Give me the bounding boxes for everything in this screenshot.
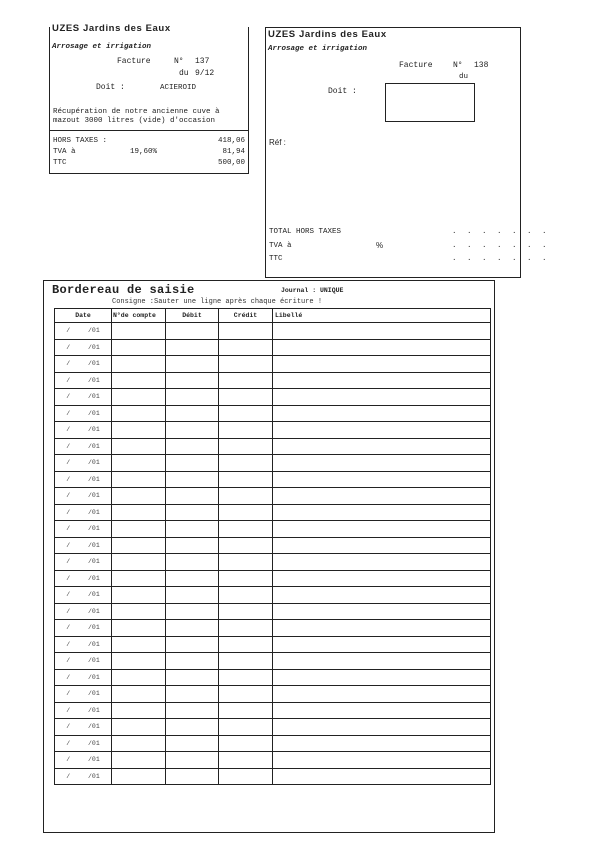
invoice-numero: 138: [474, 61, 489, 70]
date-cell[interactable]: / /01: [55, 389, 112, 406]
debit-cell[interactable]: [166, 389, 219, 406]
debit-cell[interactable]: [166, 422, 219, 439]
credit-cell[interactable]: [219, 587, 273, 604]
invoice-subtitle: Arrosage et irrigation: [268, 45, 368, 53]
invoice-company: UZES Jardins des Eaux: [268, 29, 387, 40]
invoice-137: [49, 23, 249, 174]
tva-label: TVA à: [53, 148, 76, 156]
date-cell[interactable]: / /01: [55, 669, 112, 686]
table-row: [55, 686, 491, 703]
table-row: [55, 471, 491, 488]
date-cell[interactable]: / /01: [55, 372, 112, 389]
date-cell[interactable]: / /01: [55, 356, 112, 373]
debit-cell[interactable]: [166, 686, 219, 703]
debit-cell[interactable]: [166, 488, 219, 505]
table-row: [55, 570, 491, 587]
table-header-row: [55, 309, 491, 323]
compte-cell[interactable]: [112, 471, 166, 488]
libelle-cell[interactable]: [273, 719, 491, 736]
date-cell[interactable]: / /01: [55, 653, 112, 670]
date-cell[interactable]: / /01: [55, 554, 112, 571]
libelle-cell[interactable]: [273, 422, 491, 439]
invoice-du-label: du: [459, 73, 469, 81]
ht-value: 418,06: [217, 137, 245, 145]
debit-cell[interactable]: [166, 521, 219, 538]
ht-label: HORS TAXES :: [53, 137, 108, 145]
libelle-cell[interactable]: [273, 372, 491, 389]
date-cell[interactable]: / /01: [55, 603, 112, 620]
credit-cell[interactable]: [219, 537, 273, 554]
libelle-cell[interactable]: [273, 702, 491, 719]
compte-cell[interactable]: [112, 372, 166, 389]
tva-label: TVA à: [269, 242, 292, 250]
compte-cell[interactable]: [112, 323, 166, 340]
table-row: [55, 719, 491, 736]
credit-cell[interactable]: [219, 471, 273, 488]
compte-cell[interactable]: [112, 405, 166, 422]
table-row: [55, 554, 491, 571]
tva-rate: 19,60%: [130, 148, 158, 156]
invoice-doit-label: Doit :: [96, 83, 125, 92]
table-row: [55, 438, 491, 455]
debit-cell[interactable]: [166, 339, 219, 356]
date-cell[interactable]: / /01: [55, 323, 112, 340]
debit-cell[interactable]: [166, 587, 219, 604]
debit-cell[interactable]: [166, 620, 219, 637]
invoice-client: ACIEROID: [160, 84, 197, 92]
table-row: [55, 587, 491, 604]
debit-cell[interactable]: [166, 636, 219, 653]
invoice-subtitle: Arrosage et irrigation: [52, 43, 152, 51]
debit-cell[interactable]: [166, 471, 219, 488]
date-cell[interactable]: / /01: [55, 537, 112, 554]
invoice-company: UZES Jardins des Eaux: [52, 23, 171, 34]
debit-cell[interactable]: [166, 405, 219, 422]
table-row: [55, 669, 491, 686]
column-header-credit: Crédit: [219, 309, 273, 323]
debit-cell[interactable]: [166, 768, 219, 785]
credit-cell[interactable]: [219, 620, 273, 637]
debit-cell[interactable]: [166, 603, 219, 620]
client-address-box[interactable]: [385, 83, 475, 122]
table-row: [55, 504, 491, 521]
date-cell[interactable]: / /01: [55, 405, 112, 422]
credit-cell[interactable]: [219, 504, 273, 521]
table-row: [55, 653, 491, 670]
credit-cell[interactable]: [219, 603, 273, 620]
table-row: [55, 768, 491, 785]
credit-cell[interactable]: [219, 356, 273, 373]
ref-label: Réf :: [269, 138, 286, 147]
credit-cell[interactable]: [219, 521, 273, 538]
credit-cell[interactable]: [219, 372, 273, 389]
credit-cell[interactable]: [219, 636, 273, 653]
debit-cell[interactable]: [166, 438, 219, 455]
total-ht-dots: . . . . . . .: [452, 228, 550, 236]
date-cell[interactable]: / /01: [55, 686, 112, 703]
date-cell[interactable]: / /01: [55, 488, 112, 505]
total-ht-label: TOTAL HORS TAXES: [269, 228, 342, 236]
date-cell[interactable]: / /01: [55, 521, 112, 538]
table-row: [55, 405, 491, 422]
debit-cell[interactable]: [166, 356, 219, 373]
date-cell[interactable]: / /01: [55, 339, 112, 356]
libelle-cell[interactable]: [273, 521, 491, 538]
invoice-date: 9/12: [195, 69, 215, 78]
invoice-facture-label: Facture: [399, 61, 433, 70]
libelle-cell[interactable]: [273, 455, 491, 472]
credit-cell[interactable]: [219, 669, 273, 686]
libelle-cell[interactable]: [273, 405, 491, 422]
credit-cell[interactable]: [219, 752, 273, 769]
compte-cell[interactable]: [112, 504, 166, 521]
compte-cell[interactable]: [112, 488, 166, 505]
column-header-date: Date: [55, 309, 112, 323]
entry-table: [54, 308, 491, 785]
table-row: [55, 735, 491, 752]
compte-cell[interactable]: [112, 620, 166, 637]
debit-cell[interactable]: [166, 537, 219, 554]
table-row: [55, 488, 491, 505]
credit-cell[interactable]: [219, 323, 273, 340]
table-row: [55, 620, 491, 637]
libelle-cell[interactable]: [273, 752, 491, 769]
libelle-cell[interactable]: [273, 554, 491, 571]
invoice-numero-label: N°: [174, 57, 184, 66]
libelle-cell[interactable]: [273, 768, 491, 785]
invoice-facture-label: Facture: [117, 57, 151, 66]
date-cell[interactable]: / /01: [55, 504, 112, 521]
debit-cell[interactable]: [166, 504, 219, 521]
compte-cell[interactable]: [112, 603, 166, 620]
compte-cell[interactable]: [112, 752, 166, 769]
table-row: [55, 636, 491, 653]
table-row: [55, 537, 491, 554]
compte-cell[interactable]: [112, 422, 166, 439]
date-cell[interactable]: / /01: [55, 471, 112, 488]
credit-cell[interactable]: [219, 438, 273, 455]
date-cell[interactable]: / /01: [55, 422, 112, 439]
table-row: [55, 603, 491, 620]
invoice-numero: 137: [195, 57, 210, 66]
compte-cell[interactable]: [112, 389, 166, 406]
date-cell[interactable]: / /01: [55, 620, 112, 637]
compte-cell[interactable]: [112, 521, 166, 538]
date-cell[interactable]: / /01: [55, 735, 112, 752]
table-row: [55, 702, 491, 719]
tva-dots: . . . . . . .: [452, 242, 550, 250]
credit-cell[interactable]: [219, 455, 273, 472]
credit-cell[interactable]: [219, 488, 273, 505]
ttc-value: 500,00: [217, 159, 245, 167]
libelle-cell[interactable]: [273, 488, 491, 505]
table-row: [55, 389, 491, 406]
libelle-cell[interactable]: [273, 537, 491, 554]
ttc-label: TTC: [269, 255, 283, 263]
table-row: [55, 521, 491, 538]
ttc-label: TTC: [53, 159, 67, 167]
table-row: [55, 372, 491, 389]
invoice-du-label: du: [179, 69, 189, 78]
credit-cell[interactable]: [219, 389, 273, 406]
libelle-cell[interactable]: [273, 686, 491, 703]
debit-cell[interactable]: [166, 323, 219, 340]
compte-cell[interactable]: [112, 686, 166, 703]
date-cell[interactable]: / /01: [55, 570, 112, 587]
invoice-doit-label: Doit :: [328, 87, 357, 96]
credit-cell[interactable]: [219, 719, 273, 736]
credit-cell[interactable]: [219, 735, 273, 752]
debit-cell[interactable]: [166, 702, 219, 719]
debit-cell[interactable]: [166, 653, 219, 670]
credit-cell[interactable]: [219, 653, 273, 670]
compte-cell[interactable]: [112, 356, 166, 373]
credit-cell[interactable]: [219, 554, 273, 571]
date-cell[interactable]: / /01: [55, 587, 112, 604]
divider: [50, 130, 248, 131]
compte-cell[interactable]: [112, 537, 166, 554]
date-cell[interactable]: / /01: [55, 752, 112, 769]
debit-cell[interactable]: [166, 669, 219, 686]
date-cell[interactable]: / /01: [55, 719, 112, 736]
compte-cell[interactable]: [112, 669, 166, 686]
column-header-compte: N°de compte: [112, 309, 166, 323]
ttc-dots: . . . . . . .: [452, 255, 550, 263]
credit-cell[interactable]: [219, 570, 273, 587]
tva-percent: %: [376, 241, 384, 250]
debit-cell[interactable]: [166, 752, 219, 769]
invoice-description-1: Récupération de notre ancienne cuve à: [53, 108, 220, 116]
table-row: [55, 422, 491, 439]
compte-cell[interactable]: [112, 702, 166, 719]
credit-cell[interactable]: [219, 405, 273, 422]
libelle-cell[interactable]: [273, 389, 491, 406]
compte-cell[interactable]: [112, 455, 166, 472]
credit-cell[interactable]: [219, 422, 273, 439]
libelle-cell[interactable]: [273, 471, 491, 488]
credit-cell[interactable]: [219, 702, 273, 719]
libelle-cell[interactable]: [273, 323, 491, 340]
libelle-cell[interactable]: [273, 603, 491, 620]
date-cell[interactable]: / /01: [55, 768, 112, 785]
libelle-cell[interactable]: [273, 636, 491, 653]
table-row: [55, 455, 491, 472]
table-row: [55, 339, 491, 356]
invoice-numero-label: N°: [453, 61, 463, 70]
libelle-cell[interactable]: [273, 570, 491, 587]
date-cell[interactable]: / /01: [55, 636, 112, 653]
libelle-cell[interactable]: [273, 620, 491, 637]
table-row: [55, 323, 491, 340]
bordereau-title: Bordereau de saisie: [52, 283, 195, 297]
compte-cell[interactable]: [112, 554, 166, 571]
credit-cell[interactable]: [219, 686, 273, 703]
libelle-cell[interactable]: [273, 587, 491, 604]
compte-cell[interactable]: [112, 570, 166, 587]
libelle-cell[interactable]: [273, 356, 491, 373]
compte-cell[interactable]: [112, 438, 166, 455]
credit-cell[interactable]: [219, 768, 273, 785]
date-cell[interactable]: / /01: [55, 455, 112, 472]
journal-label: Journal : UNIQUE: [281, 287, 344, 294]
compte-cell[interactable]: [112, 735, 166, 752]
column-header-libelle: Libellé: [273, 309, 491, 323]
debit-cell[interactable]: [166, 735, 219, 752]
table-row: [55, 752, 491, 769]
libelle-cell[interactable]: [273, 735, 491, 752]
compte-cell[interactable]: [112, 653, 166, 670]
consigne-text: Consigne :Sauter une ligne après chaque écriture !: [112, 298, 323, 306]
libelle-cell[interactable]: [273, 438, 491, 455]
compte-cell[interactable]: [112, 719, 166, 736]
compte-cell[interactable]: [112, 339, 166, 356]
invoice-138: [265, 27, 550, 278]
date-cell[interactable]: / /01: [55, 438, 112, 455]
debit-cell[interactable]: [166, 719, 219, 736]
tva-value: 81,94: [222, 148, 245, 156]
credit-cell[interactable]: [219, 339, 273, 356]
table-row: [55, 356, 491, 373]
libelle-cell[interactable]: [273, 504, 491, 521]
date-cell[interactable]: / /01: [55, 702, 112, 719]
debit-cell[interactable]: [166, 372, 219, 389]
bordereau-de-saisie: [43, 280, 495, 833]
compte-cell[interactable]: [112, 768, 166, 785]
libelle-cell[interactable]: [273, 653, 491, 670]
compte-cell[interactable]: [112, 636, 166, 653]
compte-cell[interactable]: [112, 587, 166, 604]
column-header-debit: Débit: [166, 309, 219, 323]
debit-cell[interactable]: [166, 455, 219, 472]
libelle-cell[interactable]: [273, 339, 491, 356]
invoice-description-2: mazout 3000 litres (vide) d'occasion: [53, 117, 216, 125]
debit-cell[interactable]: [166, 570, 219, 587]
libelle-cell[interactable]: [273, 669, 491, 686]
debit-cell[interactable]: [166, 554, 219, 571]
